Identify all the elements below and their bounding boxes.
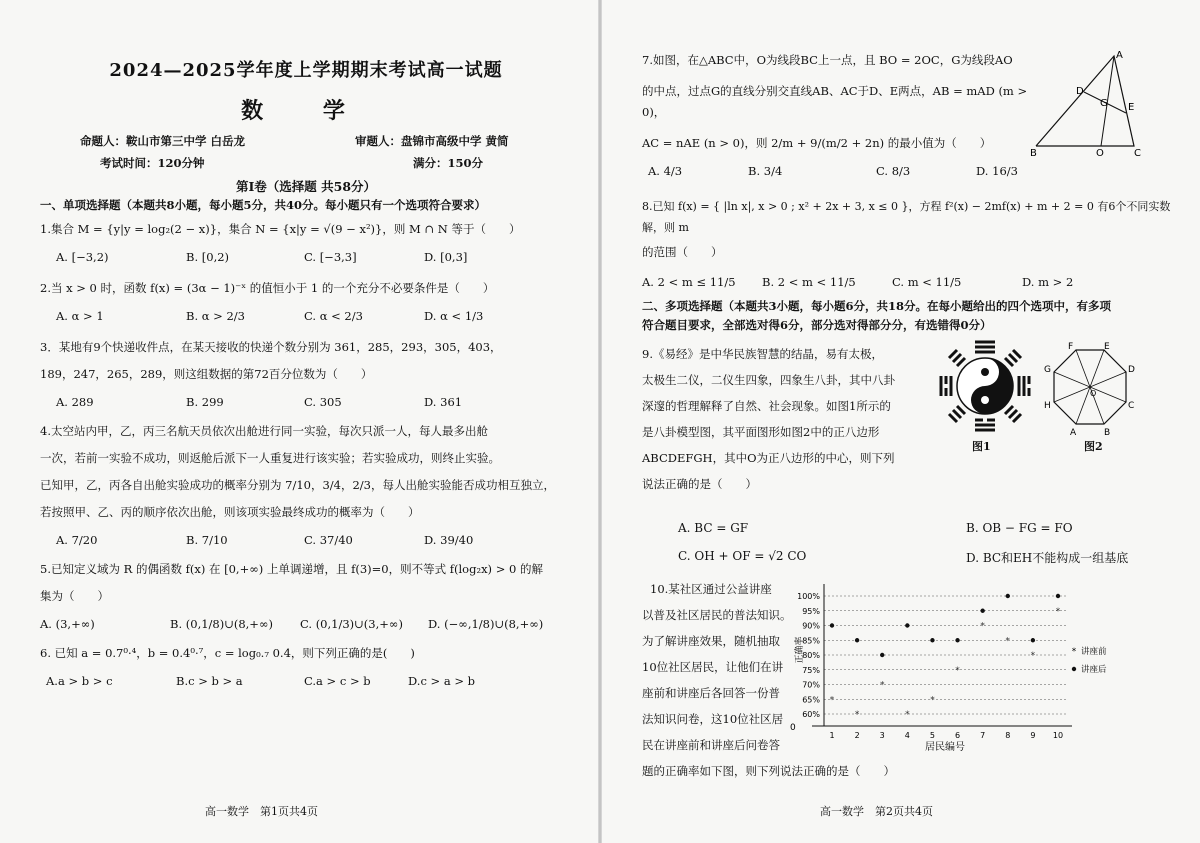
question-2-options bbox=[40, 309, 572, 323]
y-tick-label: 100% bbox=[797, 592, 820, 601]
question-9-line: 9.《易经》是中华民族智慧的结晶，易有太极， bbox=[642, 347, 883, 361]
question-4-line: 一次，若前一实验不成功，则返舱后派下一人重复进行该实验；若实验成功，则终止实验。 bbox=[40, 451, 500, 465]
point-before-lecture: * bbox=[1055, 606, 1061, 617]
question-8-line: 8.已知 f(x) = { |ln x|, x > 0 ; x² + 2x + 3, x ≤ 0 }，方程 f²(x) − 2mf(x) + m + 2 = 0 有6个不同实数解，则 m bbox=[642, 200, 1171, 234]
option: A. [−3,2) bbox=[56, 250, 109, 264]
question-3-line: 3．某地有9个快递收件点，在某天接收的快递个数分别为 361，285，293，305，403， bbox=[40, 340, 502, 354]
question-10-line: 为了解讲座效果，随机抽取 bbox=[642, 634, 780, 648]
option: B. (0,1/8)∪(8,+∞) bbox=[170, 617, 274, 631]
question-5-line: 5.已知定义域为 R 的偶函数 f(x) 在 [0,+∞) 上单调递增，且 f(3)=0，则不等式 f(log₂x) > 0 的解 bbox=[40, 562, 543, 576]
option: A. (3,+∞) bbox=[40, 617, 95, 631]
reviewer: 审题人：盘锦市高级中学 黄简 bbox=[355, 134, 509, 148]
point-before-lecture: * bbox=[829, 695, 835, 706]
point-after-lecture bbox=[855, 638, 859, 642]
point-after-lecture bbox=[980, 609, 984, 613]
x-tick-labels bbox=[829, 731, 1063, 740]
point-before-lecture: * bbox=[1030, 651, 1036, 661]
triangle-figure bbox=[1030, 48, 1145, 158]
x-axis-label: 居民编号 bbox=[925, 742, 965, 752]
question-6: 6. 已知 a = 0.7⁰·⁴，b = 0.4⁰·⁷，c = log₀.₇ 0.4，则下列正确的是( ) bbox=[40, 646, 415, 660]
option: B. 7/10 bbox=[186, 533, 228, 547]
point-after-lecture bbox=[1006, 594, 1010, 598]
option: B. [0,2) bbox=[186, 250, 230, 264]
question-5-options bbox=[40, 617, 572, 631]
y-tick-label: 80% bbox=[802, 651, 820, 660]
meta-row-2 bbox=[40, 155, 572, 171]
point-after-lecture bbox=[830, 623, 834, 627]
x-tick-label: 5 bbox=[929, 731, 935, 740]
option: C.a > c > b bbox=[304, 674, 371, 688]
y-tick-label: 65% bbox=[802, 695, 820, 705]
meta-row-1 bbox=[40, 133, 572, 149]
option: D. 361 bbox=[424, 395, 463, 409]
point-before-lecture: * bbox=[1005, 636, 1011, 647]
label-b: B bbox=[1030, 148, 1037, 158]
page-footer: 高一数学 第2页共4页 bbox=[820, 805, 933, 818]
option: A. 4/3 bbox=[648, 164, 683, 178]
question-9-line: 深邃的哲理解释了自然、社会现象。如图1所示的 bbox=[642, 399, 891, 413]
option: B. 2 < m < 11/5 bbox=[762, 275, 856, 289]
x-tick-label: 2 bbox=[854, 731, 860, 740]
y-tick-label: 95% bbox=[802, 606, 820, 616]
point-after-lecture bbox=[880, 653, 884, 657]
figure-2-label: 图2 bbox=[1084, 440, 1103, 453]
legend-marker-after bbox=[1072, 667, 1076, 671]
question-1-options bbox=[40, 250, 572, 264]
question-7 bbox=[642, 50, 1032, 154]
section-2-heading bbox=[642, 297, 1176, 335]
x-tick-label: 7 bbox=[980, 731, 986, 740]
option: D. α < 1/3 bbox=[424, 309, 484, 323]
accuracy-scatter-chart bbox=[788, 580, 1120, 752]
label-c2: C bbox=[1128, 401, 1135, 411]
y-tick-label: 70% bbox=[802, 680, 820, 690]
subject-title: 数 学 bbox=[241, 98, 371, 124]
chart-legend bbox=[1072, 646, 1107, 675]
x-tick-label: 9 bbox=[1030, 731, 1036, 740]
section-2-line: 二、多项选择题（本题共3小题，每小题6分，共18分。在每小题给出的四个选项中，有多项 bbox=[642, 299, 1112, 313]
label-d2: D bbox=[1128, 365, 1135, 375]
x-tick-label: 3 bbox=[879, 731, 885, 740]
x-tick-label: 8 bbox=[1005, 731, 1011, 740]
question-9-line: 太极生二仪，二仪生四象，四象生八卦，其中八卦 bbox=[642, 373, 895, 387]
question-7-options bbox=[642, 164, 1176, 178]
point-after-lecture bbox=[1056, 594, 1060, 598]
option: C. m < 11/5 bbox=[892, 275, 962, 289]
label-c: C bbox=[1134, 148, 1141, 158]
option: D. m > 2 bbox=[1022, 275, 1074, 289]
part-1-heading: 第Ⅰ卷（选择题 共58分） bbox=[235, 179, 377, 194]
option: D. 16/3 bbox=[976, 164, 1018, 178]
right-page bbox=[600, 0, 1200, 843]
question-10-line: 法知识问卷，这10位社区居 bbox=[642, 712, 784, 726]
label-b2: B bbox=[1104, 428, 1111, 438]
option: B.c > b > a bbox=[176, 674, 243, 688]
full-score: 满分：150分 bbox=[413, 156, 484, 170]
taiji-dot bbox=[981, 396, 989, 404]
point-after-lecture bbox=[955, 638, 959, 642]
option: C. α < 2/3 bbox=[304, 309, 363, 323]
option: A. 2 < m ≤ 11/5 bbox=[642, 275, 736, 289]
question-4-line: 4.太空站内甲，乙，丙三名航天员依次出舱进行同一实验，每次只派一人，每人最多出舱 bbox=[40, 424, 488, 438]
option: A. 289 bbox=[56, 395, 94, 409]
option: B. 3/4 bbox=[748, 164, 783, 178]
question-7-line: 7.如图，在△ABC中，O为线段BC上一点，且 BO = 2OC，G为线段AO bbox=[642, 53, 1013, 67]
label-o: O bbox=[1096, 148, 1104, 158]
option: A. α > 1 bbox=[56, 309, 104, 323]
option: D. (−∞,1/8)∪(8,+∞) bbox=[428, 617, 544, 631]
question-3-options bbox=[40, 395, 572, 409]
label-g: G bbox=[1100, 98, 1108, 109]
question-7-line: 的中点，过点G的直线分别交直线AB、AC于D、E两点，AB = mAD (m > 0)， bbox=[642, 84, 1028, 119]
question-9-options-row-2 bbox=[642, 549, 1176, 566]
exam-title: 2024—2025学年度上学期期末考试高一试题 bbox=[109, 60, 503, 81]
option: D. [0,3] bbox=[424, 250, 468, 264]
question-10-line: 座前和讲座后各回答一份普 bbox=[642, 686, 780, 700]
question-10-line: 以普及社区居民的普法知识。 bbox=[642, 608, 792, 622]
question-10-line: 题的正确率如下图，则下列说法正确的是（ ） bbox=[642, 764, 895, 778]
question-9 bbox=[642, 341, 937, 497]
option: C. 8/3 bbox=[876, 164, 911, 178]
question-8-options bbox=[642, 275, 1176, 289]
question-10-line: 10位社区居民，让他们在讲 bbox=[642, 660, 784, 674]
question-9-line: 是八卦模型图，其平面图形如图2中的正八边形 bbox=[642, 425, 880, 439]
y-axis-label: 正确率 bbox=[795, 636, 805, 664]
option: C. OH + OF = √2 CO bbox=[678, 549, 807, 563]
point-before-lecture: * bbox=[854, 710, 860, 720]
point-before-lecture: * bbox=[930, 695, 935, 706]
question-4-line: 已知甲，乙，丙各自出舱实验成功的概率分别为 7/10，3/4，2/3，每人出舱实验能否成功相互独立， bbox=[40, 478, 555, 492]
option: C. 37/40 bbox=[304, 533, 353, 547]
question-4-options bbox=[40, 533, 572, 547]
point-after-lecture bbox=[930, 638, 934, 642]
label-g2: G bbox=[1044, 365, 1051, 375]
x-tick-label: 10 bbox=[1052, 731, 1064, 740]
question-3-line: 189，247，265，289，则这组数据的第72百分位数为（ ） bbox=[40, 367, 373, 381]
point-before-lecture: * bbox=[980, 621, 985, 632]
point-before-lecture: * bbox=[955, 665, 960, 676]
label-o2: O bbox=[1090, 389, 1097, 398]
x-tick-label: 1 bbox=[829, 731, 835, 740]
question-10-line: 民在讲座前和讲座后问卷答 bbox=[642, 738, 780, 752]
question-9-options-row-1 bbox=[642, 521, 1176, 535]
point-before-lecture: * bbox=[879, 680, 885, 691]
triangle-abc bbox=[1036, 56, 1134, 146]
legend-marker-before: * bbox=[1071, 647, 1077, 657]
label-h: H bbox=[1044, 401, 1051, 411]
option: B. 299 bbox=[186, 395, 224, 409]
option: D.c > a > b bbox=[408, 674, 476, 688]
x-tick-label: 4 bbox=[904, 731, 910, 740]
figure-1-label: 图1 bbox=[972, 440, 991, 453]
option: A.a > b > c bbox=[46, 674, 113, 688]
taiji-dot bbox=[981, 368, 989, 376]
label-d: D bbox=[1076, 86, 1084, 97]
option: C. 305 bbox=[304, 395, 342, 409]
option: B. OB − FG = FO bbox=[966, 521, 1073, 535]
option: C. [−3,3] bbox=[304, 250, 357, 264]
x-tick-label: 6 bbox=[955, 731, 961, 740]
option: A. BC = GF bbox=[678, 521, 749, 535]
question-9-line: ABCDEFGH，其中O为正八边形的中心，则下列 bbox=[642, 451, 895, 465]
question-2: 2.当 x > 0 时，函数 f(x) = (3α − 1)⁻ˣ 的值恒小于 1 的一个充分不必要条件是（ ） bbox=[40, 281, 495, 295]
y-tick-label: 75% bbox=[802, 665, 820, 675]
option: D. BC和EH不能构成一组基底 bbox=[966, 551, 1129, 565]
question-7-line: AC = nAE (n > 0)，则 2/m + 9/(m/2 + 2n) 的最小值为（ ） bbox=[642, 136, 992, 150]
option: C. (0,1/3)∪(3,+∞) bbox=[300, 617, 403, 631]
question-10-line: 10.某社区通过公益讲座 bbox=[650, 582, 772, 596]
option: B. α > 2/3 bbox=[186, 309, 245, 323]
question-1: 1.集合 M = {y|y = log₂(2 − x)}，集合 N = {x|y = √(9 − x²)}，则 M ∩ N 等于（ ） bbox=[40, 222, 521, 236]
point-before-lecture: * bbox=[905, 710, 910, 720]
section-2-line: 符合题目要求，全部选对得6分，部分选对得部分分，有选错得0分） bbox=[642, 318, 992, 332]
bagua-figure bbox=[935, 336, 1035, 436]
question-6-options bbox=[40, 674, 572, 688]
question-9-line: 说法正确的是（ ） bbox=[642, 477, 757, 491]
section-1-heading: 一、单项选择题（本题共8小题，每小题5分，共40分。每小题只有一个选项符合要求） bbox=[40, 198, 487, 212]
data-points bbox=[830, 594, 1061, 720]
question-5-line: 集为（ ） bbox=[40, 589, 109, 603]
setter: 命题人：鞍山市第三中学 白岳龙 bbox=[80, 134, 246, 148]
exam-time: 考试时间：120分钟 bbox=[100, 156, 205, 170]
label-a2: A bbox=[1070, 428, 1077, 438]
label-e: E bbox=[1128, 102, 1135, 113]
axis-origin-label: 0 bbox=[790, 723, 796, 733]
label-e2: E bbox=[1104, 342, 1110, 352]
y-tick-label: 90% bbox=[802, 621, 820, 631]
label-a: A bbox=[1116, 50, 1123, 61]
label-f: F bbox=[1068, 342, 1074, 352]
y-tick-label: 60% bbox=[802, 710, 820, 719]
page-footer: 高一数学 第1页共4页 bbox=[205, 805, 318, 818]
question-4-line: 若按照甲、乙、丙的顺序依次出舱，则该项实验最终成功的概率为（ ） bbox=[40, 505, 420, 519]
point-after-lecture bbox=[905, 623, 909, 627]
point-after-lecture bbox=[1031, 638, 1035, 642]
legend-label: 讲座后 bbox=[1081, 665, 1107, 675]
question-8-line: 的范围（ ） bbox=[642, 245, 723, 259]
octagon-figure bbox=[1040, 340, 1140, 440]
option: A. 7/20 bbox=[56, 533, 98, 547]
option: D. 39/40 bbox=[424, 533, 474, 547]
y-tick-label: 85% bbox=[802, 636, 820, 646]
legend-label: 讲座前 bbox=[1081, 647, 1107, 657]
